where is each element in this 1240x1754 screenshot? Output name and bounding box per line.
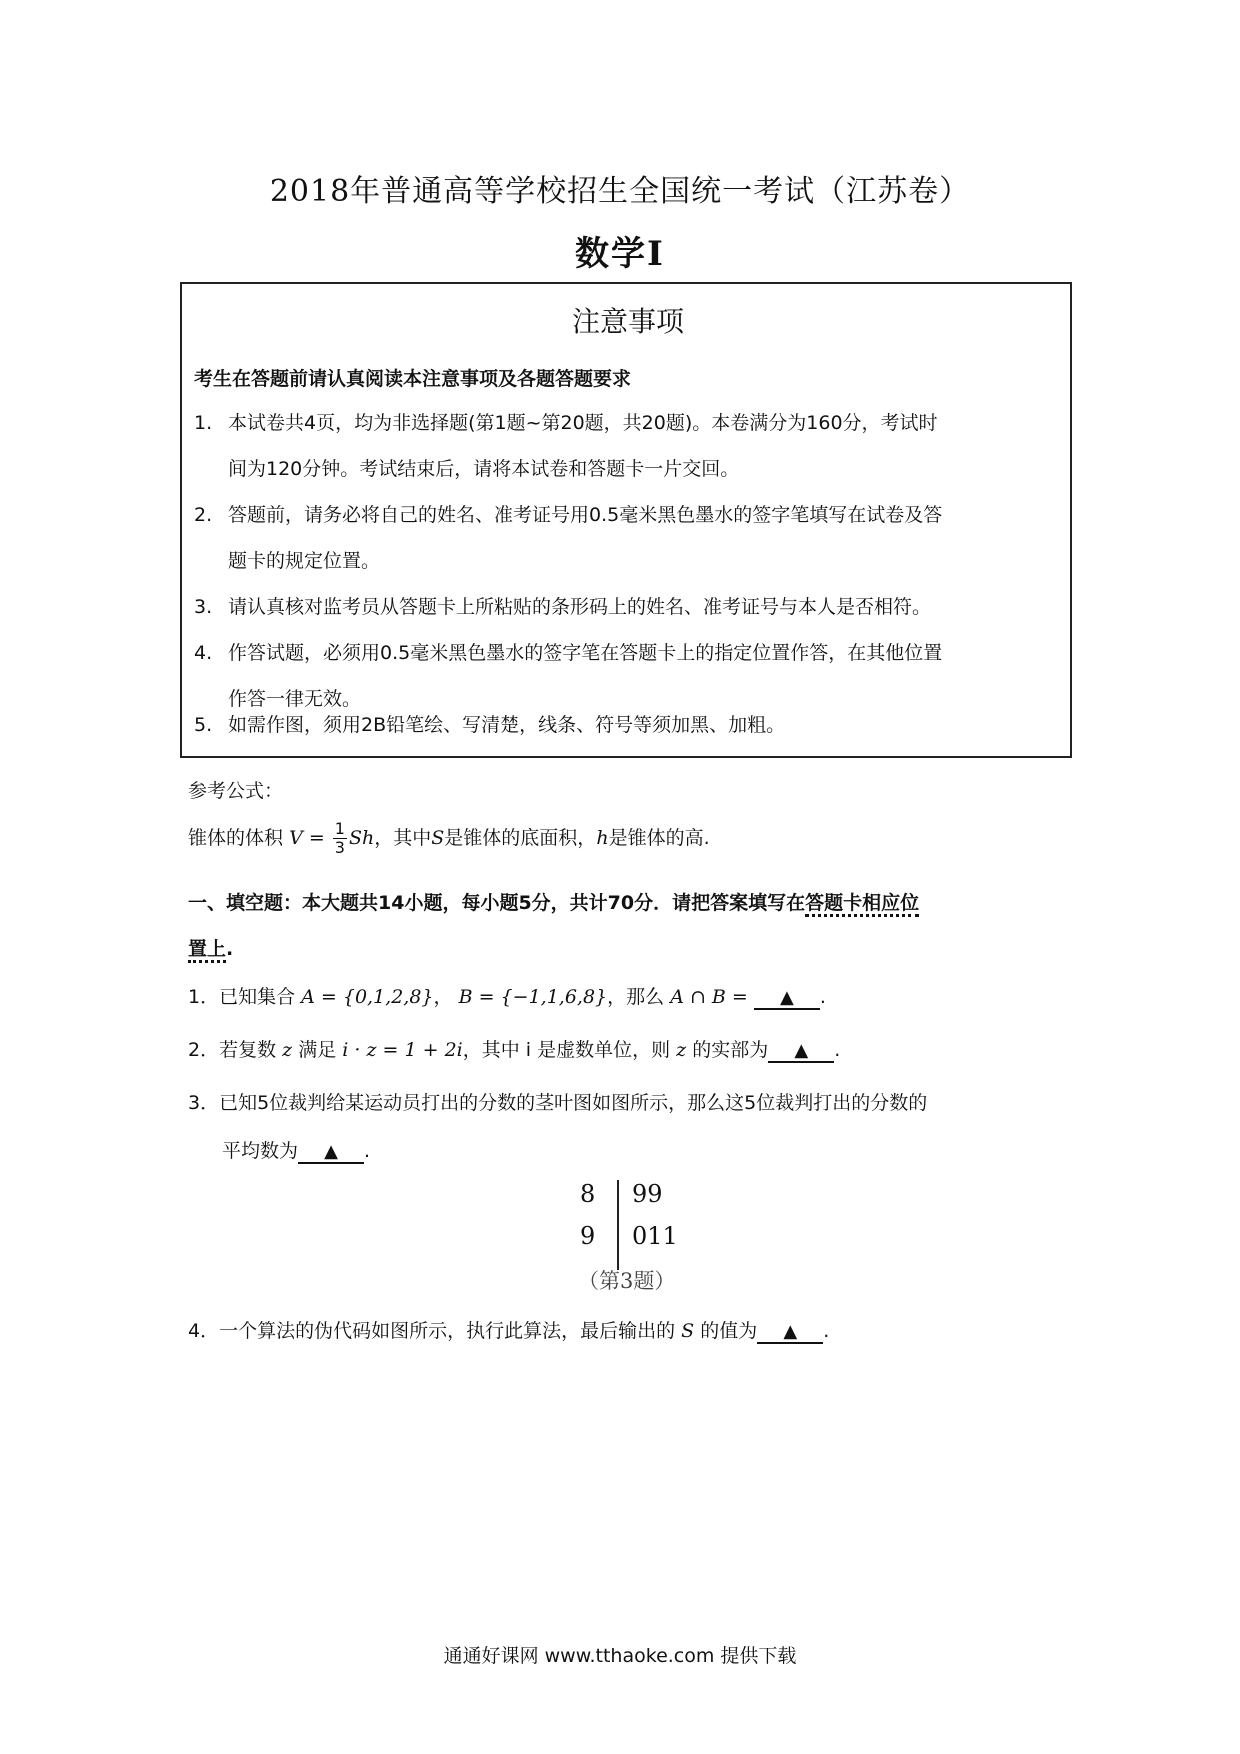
notice-item: [194, 702, 1054, 748]
formula-var-s: S: [431, 827, 445, 849]
formula-line: [188, 818, 710, 858]
notice-item-number: 5.: [194, 714, 213, 736]
stem-leaf-divider: [617, 1180, 619, 1270]
variable-s: S: [681, 1320, 695, 1342]
stem-9: 9: [580, 1222, 596, 1250]
notice-item-number: 1.: [194, 412, 213, 434]
notice-item: [194, 492, 1054, 584]
intersection-expression: A ∩ B =: [670, 986, 748, 1008]
notice-item-text: 请认真核对监考员从答题卡上所粘贴的条形码上的姓名、准考证号与本人是否相符。: [228, 596, 932, 618]
answer-blank: ▲: [754, 988, 820, 1010]
notice-item: [194, 400, 1054, 492]
question-text: ，: [433, 986, 453, 1008]
exam-title: 2018年普通高等学校招生全国统一考试（江苏卷）: [269, 174, 971, 209]
notice-item-number: 2.: [194, 504, 213, 526]
notice-item: [194, 584, 1054, 630]
leaves-8: 99: [632, 1180, 663, 1208]
answer-blank: ▲: [757, 1322, 823, 1344]
question-text: .: [823, 1320, 830, 1342]
formula-label: 参考公式：: [188, 780, 284, 802]
question-text: 的实部为: [692, 1039, 769, 1061]
section-heading-text: 一、填空题：本大题共14小题，每小题5分，共计70分．请把答案填写在: [188, 892, 806, 914]
formula-var-h: h: [596, 827, 609, 849]
formula-lhs: V =: [289, 827, 325, 849]
question-2: [188, 1035, 840, 1063]
section-heading-emphasis: 答题卡相应位: [805, 892, 919, 917]
variable-z: z: [282, 1039, 293, 1061]
leaves-9: 011: [632, 1222, 678, 1250]
question-3-continuation: [222, 1136, 370, 1164]
question-4: [188, 1316, 829, 1344]
question-text: ，那么: [607, 986, 665, 1008]
figure-caption: （第3题）: [578, 1269, 676, 1293]
question-number: 4．: [188, 1320, 220, 1342]
notice-item-text: 本试卷共4页，均为非选择题(第1题~第20题，共20题)。本卷满分为160分，考试时: [228, 412, 938, 434]
question-text: ，其中 i 是虚数单位，则: [462, 1039, 671, 1061]
fraction-numerator: 1: [334, 819, 345, 838]
question-text: 已知集合: [219, 986, 296, 1008]
section-heading-text: .: [226, 938, 234, 960]
question-text: 的值为: [700, 1320, 758, 1342]
question-text: .: [364, 1140, 371, 1162]
answer-blank: ▲: [298, 1142, 364, 1164]
section-heading: [188, 880, 1068, 972]
subject-title: 数学Ⅰ: [575, 234, 665, 274]
fraction-denominator: 3: [334, 838, 345, 857]
question-number: 1．: [188, 986, 220, 1008]
answer-blank: ▲: [768, 1041, 834, 1063]
notice-box: [180, 282, 1072, 758]
question-text: .: [834, 1039, 841, 1061]
formula-text: 是锥体的底面积，: [444, 827, 597, 849]
notice-item-continuation: 作答一律无效。: [228, 688, 362, 710]
formula-rhs: Sh: [348, 827, 375, 849]
question-text: 平均数为: [222, 1140, 299, 1162]
notice-item-continuation: 题卡的规定位置。: [228, 550, 381, 572]
footer-credit: 通通好课网 www.tthaoke.com 提供下载: [443, 1645, 797, 1667]
question-number: 2．: [188, 1039, 220, 1061]
complex-equation: i · z = 1 + 2i: [342, 1039, 463, 1061]
notice-item-number: 3.: [194, 596, 213, 618]
question-text: 一个算法的伪代码如图所示，执行此算法，最后输出的: [219, 1320, 676, 1342]
question-text: 已知5位裁判给某运动员打出的分数的茎叶图如图所示，那么这5位裁判打出的分数的: [219, 1092, 928, 1114]
notice-item-text: 作答试题，必须用0.5毫米黑色墨水的签字笔在答题卡上的指定位置作答，在其他位置: [228, 642, 943, 664]
notice-item-text: 答题前，请务必将自己的姓名、准考证号用0.5毫米黑色墨水的签字笔填写在试卷及答: [228, 504, 943, 526]
notice-item-text: 如需作图，须用2B铅笔绘、写清楚，线条、符号等须加黑、加粗。: [228, 714, 786, 736]
section-heading-emphasis: 置上: [188, 938, 226, 963]
notice-intro: 考生在答题前请认真阅读本注意事项及各题答题要求: [194, 368, 632, 390]
question-3: [188, 1088, 927, 1115]
formula-text: ，其中: [374, 827, 432, 849]
variable-z: z: [676, 1039, 687, 1061]
notice-item-number: 4.: [194, 642, 213, 664]
stem-8: 8: [580, 1180, 596, 1208]
set-b-expression: B = {−1,1,6,8}: [458, 986, 608, 1008]
set-a-expression: A = {0,1,2,8}: [301, 986, 434, 1008]
question-text: 若复数: [219, 1039, 277, 1061]
question-number: 3．: [188, 1092, 220, 1114]
notice-title: 注意事项: [571, 305, 684, 338]
formula-text: 是锥体的高.: [608, 827, 710, 849]
formula-fraction: [333, 820, 347, 857]
question-text: 满足: [298, 1039, 337, 1061]
notice-item-continuation: 间为120分钟。考试结束后，请将本试卷和答题卡一片交回。: [228, 458, 740, 480]
question-1: [188, 982, 826, 1010]
formula-prefix: 锥体的体积: [188, 827, 284, 849]
question-text: .: [819, 986, 826, 1008]
